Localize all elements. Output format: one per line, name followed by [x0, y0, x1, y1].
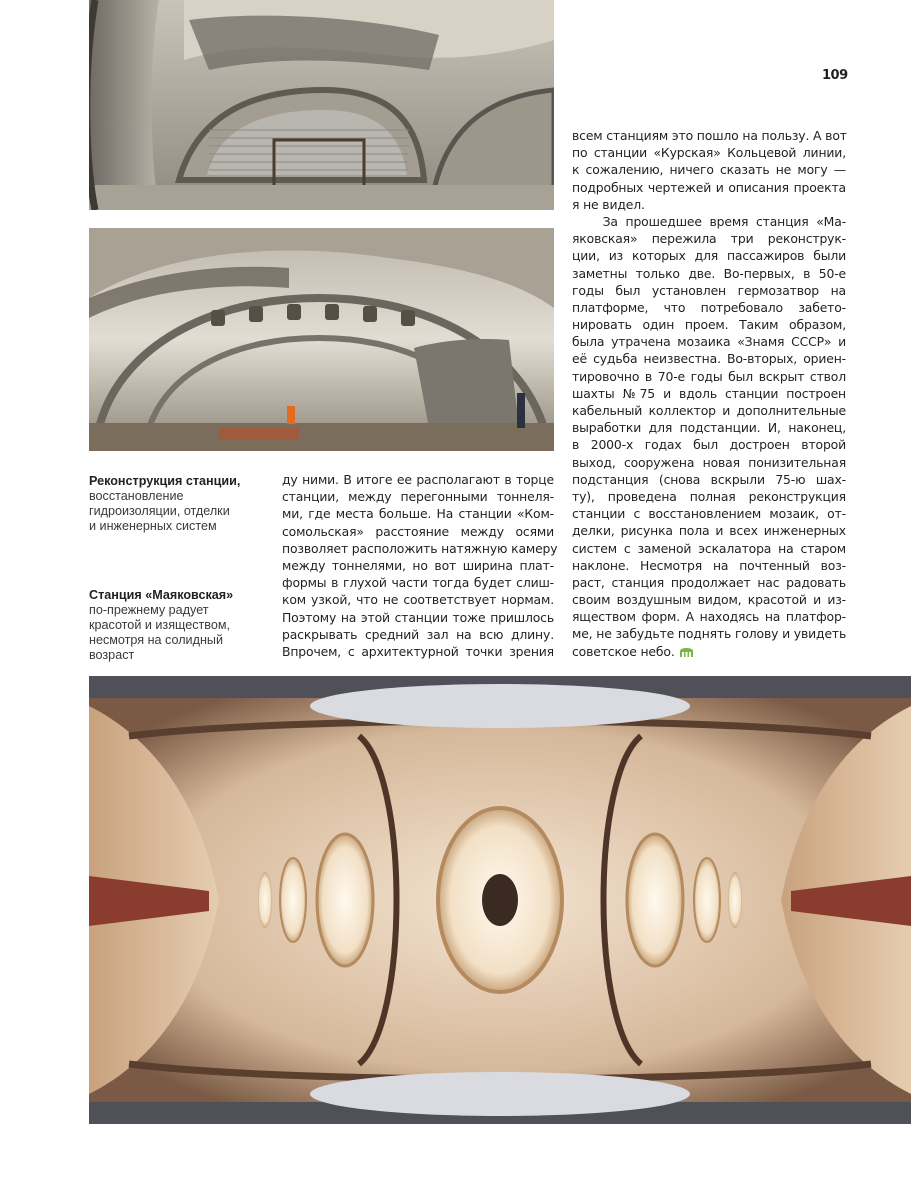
caption-lead: Станция «Маяковская» — [89, 588, 234, 602]
text-line: выход, сооружена новая понизительная — [572, 454, 846, 470]
caption-line: гидроизоляции, отделки — [89, 504, 230, 518]
photo-mayakovskaya-panorama — [89, 676, 911, 1124]
text-line: ду ними. В итоге ее располагают в торце — [282, 472, 554, 487]
text-line: сомольская» расстояние между осями — [282, 523, 554, 539]
text-line: тировочно в 70-е годы был вскрыт ствол — [572, 368, 846, 384]
caption-line: по-прежнему радует — [89, 603, 209, 617]
text-line-final — [572, 643, 846, 660]
text-line: подстанция (снова вскрыли 75-ю шах- — [572, 471, 846, 487]
caption-line: и инженерных систем — [89, 519, 217, 533]
text-line: раскрывать средний зал на всю длину. — [282, 626, 554, 642]
text-column-right — [572, 127, 846, 660]
text-line: годы был установлен гермозатвор на — [572, 282, 846, 298]
caption-line: красотой и изяществом, — [89, 618, 231, 632]
text-line: между тоннелями, но вот ширина плат- — [282, 557, 554, 573]
text-line: всем станциям это пошло на пользу. А вот — [572, 128, 847, 143]
page-number: 109 — [822, 68, 848, 83]
text-line: Поэтому на этой станции тоже пришлось — [282, 609, 554, 625]
text-line: своим воздушным видом, красотой и из- — [572, 592, 846, 608]
text-line: кабельный коллектор и дополнительные — [572, 403, 846, 418]
text-line: выработки для подстанции. И, наконец, — [572, 420, 846, 436]
photo-reconstruction-top — [89, 0, 554, 210]
text-line: формы в глухой части тогда будет слиш- — [282, 575, 554, 591]
text-line: ции, из которых для пассажиров были — [572, 248, 846, 264]
text-line: я не видел. — [572, 196, 645, 212]
text-line: систем с заменой эскалатора на старом — [572, 540, 846, 556]
caption-line: несмотря на солидный — [89, 633, 223, 647]
text-line: раст, станция продолжает нас радовать — [572, 574, 846, 590]
text-line: в 2000-х годах был достроен второй — [572, 437, 846, 453]
text-line: ми, где места больше. На станции «Ком- — [282, 506, 554, 522]
text-line: нировать один проем. Таким образом, — [572, 317, 846, 333]
text-line: станции, между перегонными тоннеля- — [282, 489, 554, 505]
text-line: За прошедшее время станция «Ма- — [572, 213, 846, 229]
text-column-middle — [282, 471, 558, 660]
text-line: её судьба неизвестна. Во-вторых, ориен- — [572, 351, 846, 367]
text-line: заметны только две. Во-первых, в 50-е — [572, 265, 846, 281]
text-line: яковская» пережила три реконструк- — [572, 231, 846, 247]
text-line: платформе, что потребовало забето- — [572, 299, 846, 315]
text-line: к сожалению, ничего сказать не могу — — [572, 162, 846, 178]
text-line: подробных чертежей и описания проекта — [572, 179, 846, 195]
text-line: ком узкой, что не соответствует нормам. — [282, 592, 554, 608]
metro-arch-icon — [679, 645, 694, 658]
photo-reconstruction-hall — [89, 228, 554, 451]
text-line: станции с восстановлением мозаик, от- — [572, 506, 846, 522]
text-line: была утрачена мозаика «Знамя СССР» и — [572, 334, 846, 350]
caption-reconstruction — [89, 474, 264, 534]
text-line: ме, не забудьте поднять голову и увидеть — [572, 626, 847, 642]
text-line: Впрочем, с архитектурной точки зрения — [282, 643, 554, 659]
text-line-final-text: советское небо. — [572, 643, 675, 659]
text-line: наклоне. Несмотря на почтенный воз- — [572, 557, 846, 573]
caption-lead: Реконструкция станции, — [89, 474, 241, 488]
caption-line: возраст — [89, 648, 135, 662]
text-line: ту), проведена полная реконструкция — [572, 488, 846, 504]
text-line: шахты №75 и вдоль станции построен — [572, 385, 846, 401]
text-line: делки, рисунка пола и всех инженерных — [572, 523, 846, 539]
text-line: по станции «Курская» Кольцевой линии, — [572, 145, 846, 161]
text-line: позволяет расположить натяжную камеру — [282, 540, 558, 556]
text-line: яществом форм. А находясь на платфор- — [572, 609, 846, 625]
caption-line: восстановление — [89, 489, 184, 503]
caption-mayakovskaya — [89, 588, 264, 663]
